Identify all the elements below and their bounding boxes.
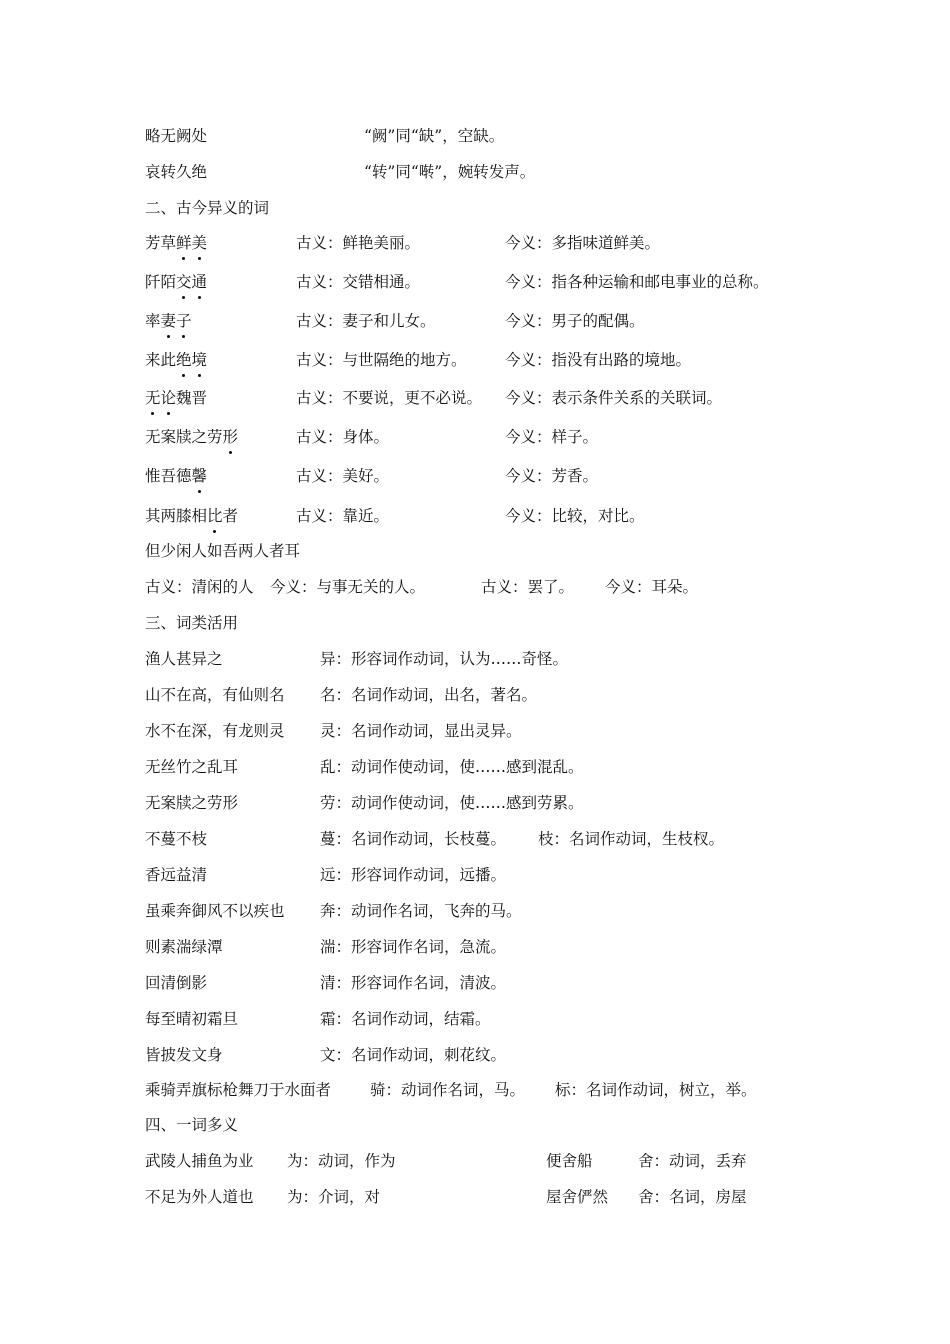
emphasis-char: 比 xyxy=(207,504,223,528)
phrase-text: 惟吾德 xyxy=(145,467,192,485)
gujin-old-meaning: 古义：妻子和儿女。 xyxy=(296,312,436,330)
gujin-new-meaning: 今义：指各种运输和邮电事业的总称。 xyxy=(505,273,769,291)
gujin-row xyxy=(0,231,950,255)
cilei-row xyxy=(0,863,950,887)
cilei-note: 文：名词作动词，刺花纹。 xyxy=(320,1046,507,1064)
gujin-row xyxy=(0,386,950,410)
emphasis-char: 子 xyxy=(176,309,192,333)
gujin-phrase xyxy=(145,504,238,528)
gujin-old-meaning: 古义：美好。 xyxy=(296,467,390,485)
cilei-note: 标：名词作动词，树立，举。 xyxy=(555,1081,757,1099)
tongjia-note: “阙”同“缺”，空缺。 xyxy=(364,127,505,145)
cilei-phrase: 虽乘奔御风不以疾也 xyxy=(145,902,285,920)
emphasis-char: 馨 xyxy=(192,464,208,488)
section-heading: 二、古今异义的词 xyxy=(145,199,270,217)
cilei-note: 霜：名词作动词，结霜。 xyxy=(320,1010,491,1028)
gujin-new-meaning: 今义：男子的配偶。 xyxy=(505,312,645,330)
section-heading: 三、词类活用 xyxy=(145,614,239,632)
gujin-phrase xyxy=(145,270,207,294)
cilei-row xyxy=(0,683,950,707)
gujin-new-meaning: 今义：多指味道鲜美。 xyxy=(505,234,661,252)
section-heading-yici xyxy=(0,1113,950,1137)
cilei-phrase: 则素湍绿潭 xyxy=(145,938,223,956)
gujin-old-meaning: 古义：交错相通。 xyxy=(296,273,421,291)
gujin-row xyxy=(0,309,950,333)
cilei-row xyxy=(0,1007,950,1031)
section-heading-cilei xyxy=(0,611,950,635)
emphasis-char: 境 xyxy=(192,348,208,372)
gujin-old-meaning: 古义：身体。 xyxy=(296,428,390,446)
gujin-row xyxy=(0,425,950,449)
yici-note: 舍：动词，丢弃 xyxy=(638,1152,747,1170)
gujin-extra-row xyxy=(0,575,950,599)
gujin-row xyxy=(0,504,950,528)
cilei-note: 湍：形容词作名词，急流。 xyxy=(320,938,507,956)
cilei-row xyxy=(0,647,950,671)
gujin-phrase xyxy=(145,425,238,449)
gujin-row xyxy=(0,464,950,488)
tongjia-phrase: 略无阙处 xyxy=(145,127,208,145)
yici-sentence: 屋舍俨然 xyxy=(546,1188,609,1206)
cilei-note: 异：形容词作动词，认为……奇怪。 xyxy=(320,650,569,668)
cilei-phrase: 无案牍之劳形 xyxy=(145,794,239,812)
cilei-note: 奔：动词作名词，飞奔的马。 xyxy=(320,902,522,920)
cilei-phrase: 山不在高，有仙则名 xyxy=(145,686,285,704)
emphasis-char: 通 xyxy=(192,270,208,294)
yici-sentence: 武陵人捕鱼为业 xyxy=(145,1152,254,1170)
gujin-new-meaning: 今义：比较，对比。 xyxy=(505,507,645,525)
cilei-row xyxy=(0,1043,950,1067)
yici-note: 为：介词，对 xyxy=(287,1188,381,1206)
gujin-new-meaning: 今义：样子。 xyxy=(505,428,599,446)
emphasis-char: 美 xyxy=(192,231,208,255)
emphasis-char: 绝 xyxy=(176,348,192,372)
cilei-row xyxy=(0,935,950,959)
gujin-phrase xyxy=(145,464,207,488)
gujin-extra-sentence: 但少闲人如吾两人者耳 xyxy=(145,542,301,560)
yici-row xyxy=(0,1185,950,1209)
phrase-text: 者 xyxy=(222,507,239,525)
gujin-old-meaning: 古义：靠近。 xyxy=(296,507,390,525)
gujin-old-meaning: 古义：与世隔绝的地方。 xyxy=(296,351,467,369)
yici-sentence: 便舍船 xyxy=(546,1152,593,1170)
phrase-text: 无案牍之劳 xyxy=(145,428,223,446)
gujin-new-meaning: 今义：表示条件关系的关联词。 xyxy=(505,389,723,407)
phrase-text: 芳草 xyxy=(145,234,177,252)
tongjia-phrase: 哀转久绝 xyxy=(145,163,208,181)
gujin-extra-new: 今义：与事无关的人。 xyxy=(270,578,426,596)
cilei-note: 远：形容词作动词，远播。 xyxy=(320,866,507,884)
cilei-row xyxy=(0,827,950,851)
cilei-phrase: 渔人甚异之 xyxy=(145,650,223,668)
emphasis-char: 形 xyxy=(223,425,239,449)
yici-sentence: 不足为外人道也 xyxy=(145,1188,254,1206)
gujin-phrase xyxy=(145,386,207,410)
cilei-phrase: 水不在深，有龙则灵 xyxy=(145,722,285,740)
gujin-phrase xyxy=(145,309,192,333)
gujin-extra-old: 古义：清闲的人 xyxy=(145,578,254,596)
cilei-phrase: 回清倒影 xyxy=(145,974,208,992)
cilei-phrase: 皆披发文身 xyxy=(145,1046,223,1064)
phrase-text: 率 xyxy=(145,312,161,330)
gujin-extra-sentence-row xyxy=(0,539,950,563)
cilei-note: 灵：名词作动词，显出灵异。 xyxy=(320,722,522,740)
tongjia-row xyxy=(0,124,950,148)
cilei-row xyxy=(0,719,950,743)
cilei-last-row xyxy=(0,1078,950,1102)
cilei-phrase: 每至晴初霜旦 xyxy=(145,1010,239,1028)
gujin-old-meaning: 古义：不要说，更不必说。 xyxy=(296,389,483,407)
cilei-note: 乱：动词作使动词，使……感到混乱。 xyxy=(320,758,584,776)
yici-row xyxy=(0,1149,950,1173)
gujin-old-meaning: 古义：鲜艳美丽。 xyxy=(296,234,421,252)
gujin-extra-new: 今义：耳朵。 xyxy=(605,578,699,596)
cilei-note: 蔓：名词作动词，长枝蔓。 xyxy=(320,830,507,848)
phrase-text: 其两膝相 xyxy=(145,507,208,525)
cilei-phrase: 不蔓不枝 xyxy=(145,830,208,848)
gujin-phrase xyxy=(145,348,207,372)
cilei-note: 名：名词作动词，出名，著名。 xyxy=(320,686,538,704)
cilei-note: 枝：名词作动词，生枝杈。 xyxy=(538,830,725,848)
cilei-row xyxy=(0,971,950,995)
cilei-phrase: 香远益清 xyxy=(145,866,208,884)
gujin-new-meaning: 今义：指没有出路的境地。 xyxy=(505,351,692,369)
emphasis-char: 妻 xyxy=(161,309,177,333)
cilei-row xyxy=(0,899,950,923)
yici-note: 舍：名词，房屋 xyxy=(638,1188,747,1206)
section-heading-gujin xyxy=(0,196,950,220)
emphasis-char: 交 xyxy=(176,270,192,294)
cilei-row xyxy=(0,755,950,779)
emphasis-char: 论 xyxy=(161,386,177,410)
tongjia-row xyxy=(0,160,950,184)
gujin-row xyxy=(0,348,950,372)
yici-note: 为：动词，作为 xyxy=(287,1152,396,1170)
tongjia-note: “转”同“啭”，婉转发声。 xyxy=(364,163,536,181)
phrase-text: 来此 xyxy=(145,351,177,369)
emphasis-char: 鲜 xyxy=(176,231,192,255)
emphasis-char: 无 xyxy=(145,386,161,410)
gujin-row xyxy=(0,270,950,294)
gujin-new-meaning: 今义：芳香。 xyxy=(505,467,599,485)
cilei-phrase: 乘骑弄旗标枪舞刀于水面者 xyxy=(145,1081,332,1099)
phrase-text: 阡陌 xyxy=(145,273,177,291)
cilei-note: 清：形容词作名词，清波。 xyxy=(320,974,507,992)
section-heading: 四、一词多义 xyxy=(145,1116,239,1134)
phrase-text: 魏晋 xyxy=(176,389,208,407)
cilei-note: 骑：动词作名词，马。 xyxy=(370,1081,526,1099)
cilei-row xyxy=(0,791,950,815)
gujin-extra-old: 古义：罢了。 xyxy=(481,578,575,596)
cilei-note: 劳：动词作使动词，使……感到劳累。 xyxy=(320,794,584,812)
cilei-phrase: 无丝竹之乱耳 xyxy=(145,758,239,776)
gujin-phrase xyxy=(145,231,207,255)
